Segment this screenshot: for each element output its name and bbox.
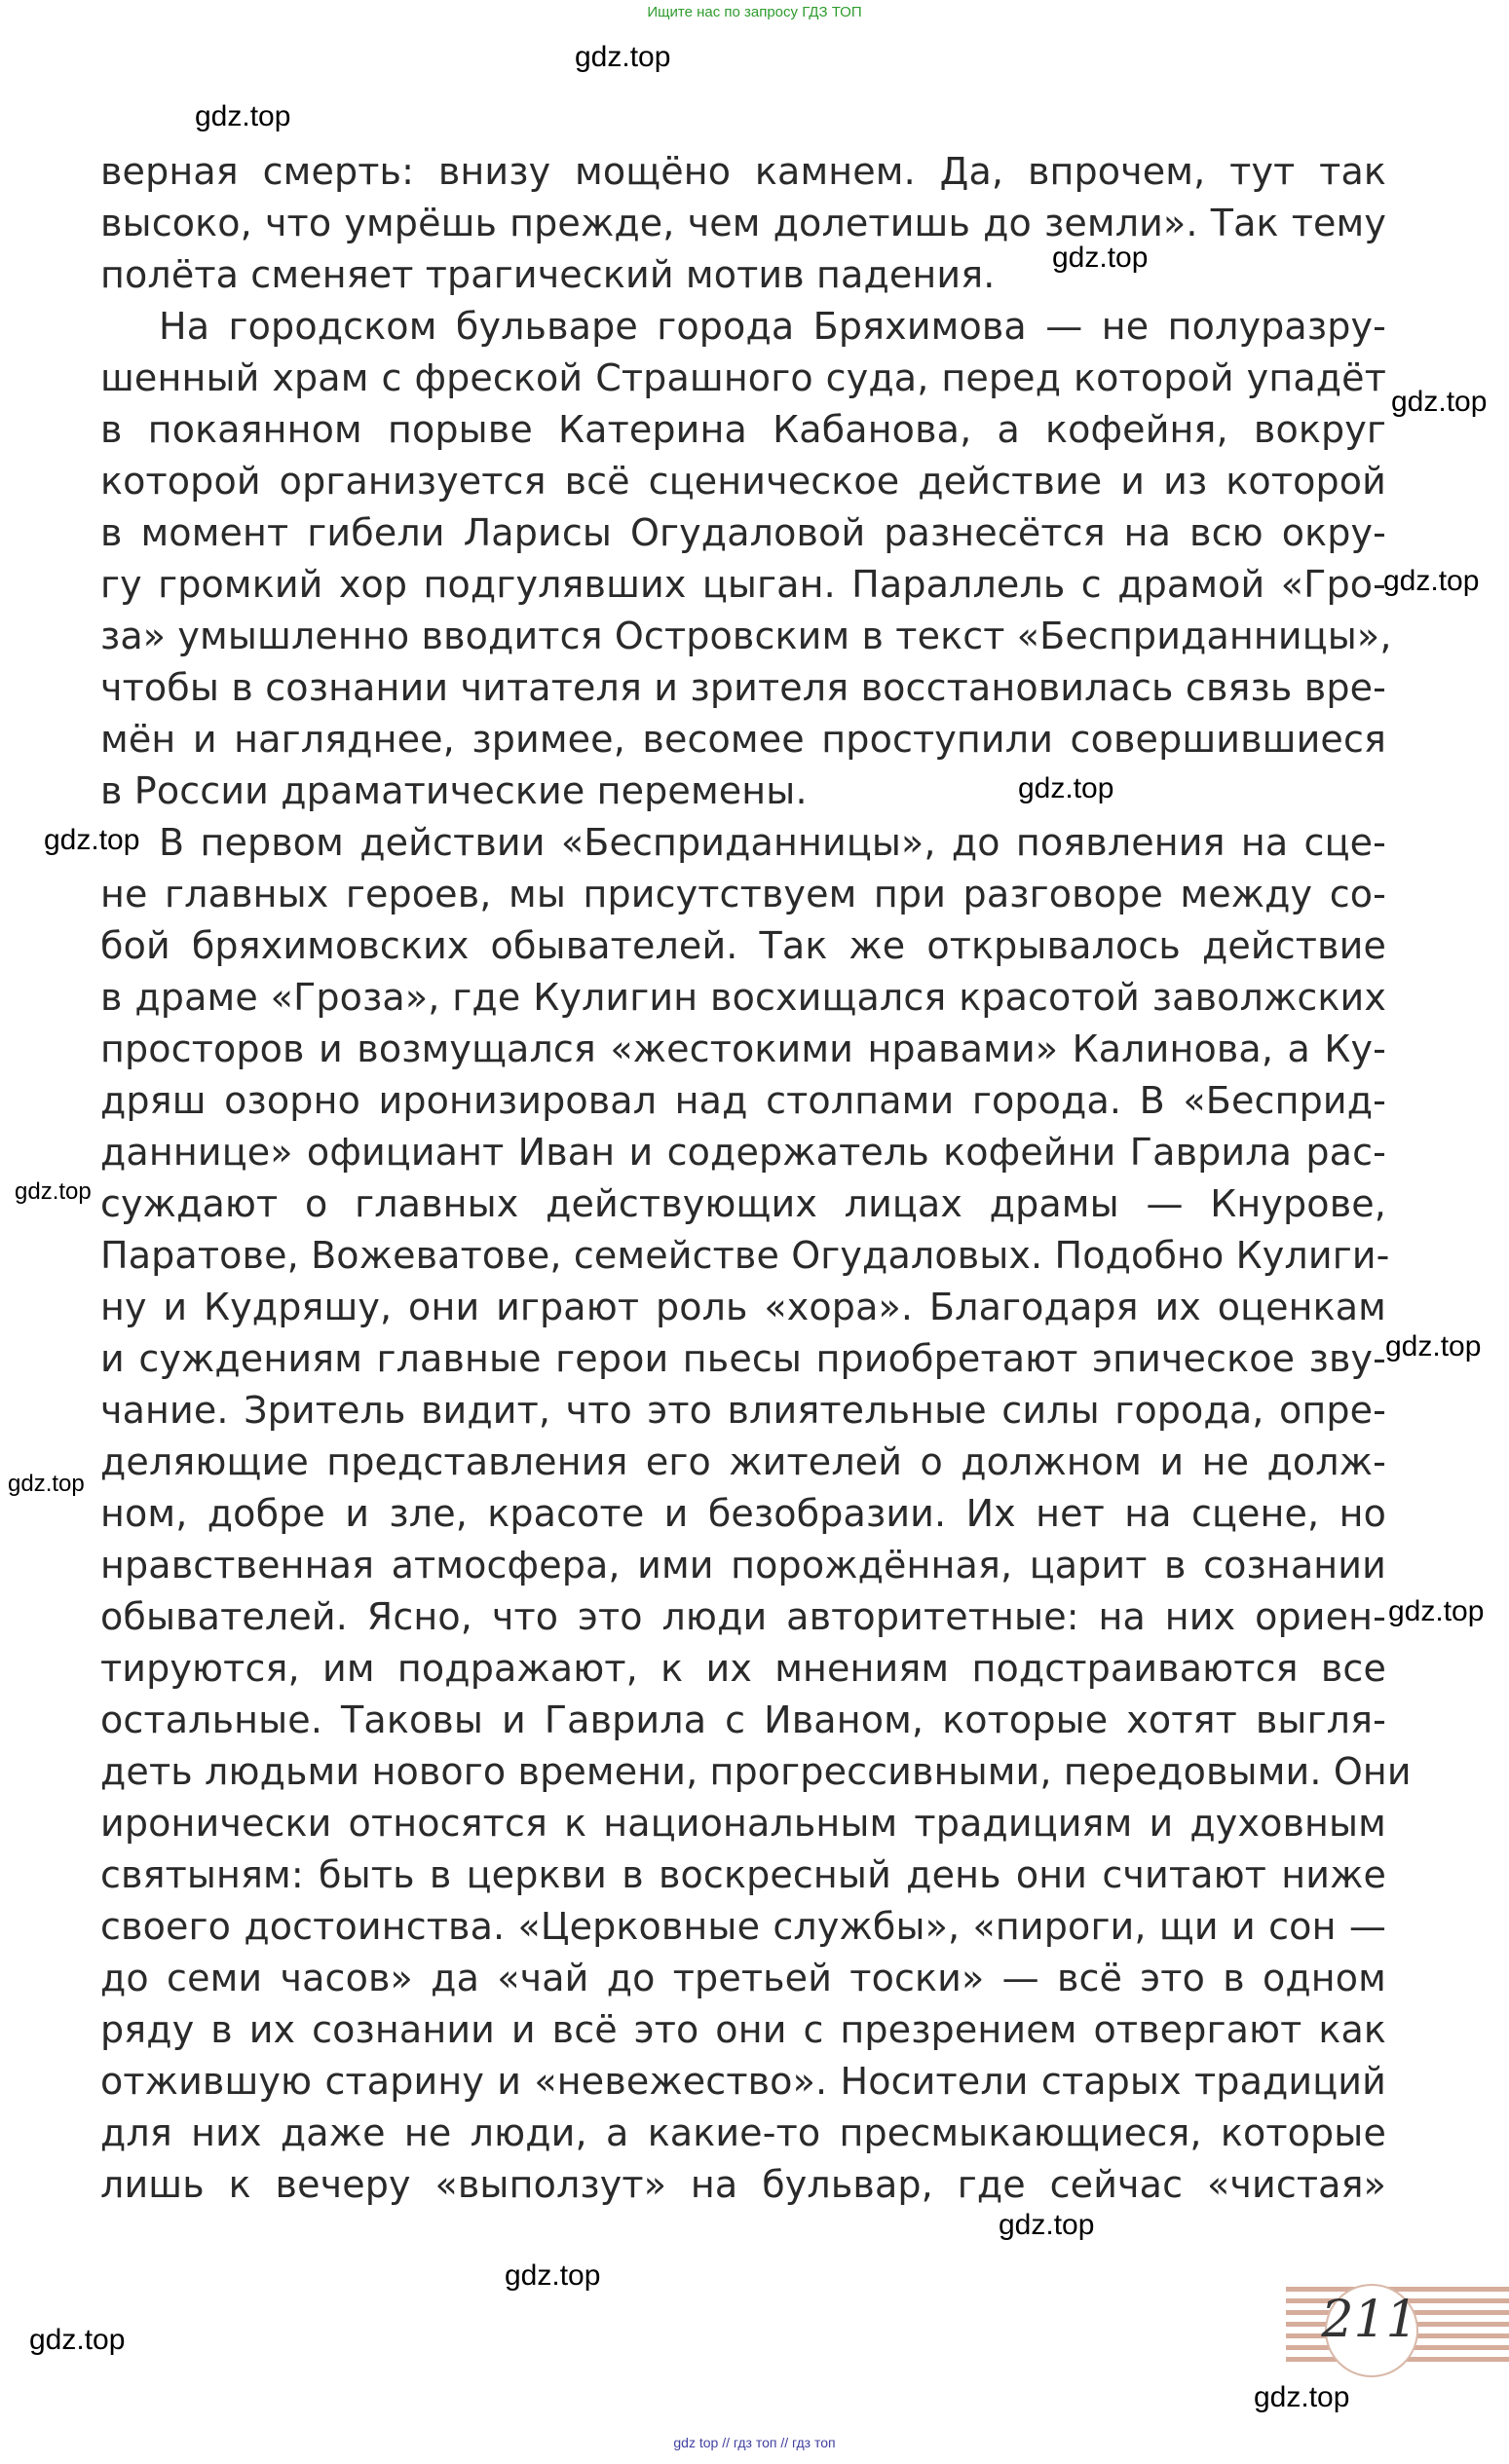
text-line: в покаянном порыве Катерина Кабанова, а кофейня, вокруг bbox=[100, 408, 1386, 451]
text-line: в момент гибели Ларисы Огудаловой разнесётся на всю окру- bbox=[100, 511, 1386, 554]
text-line: иронически относятся к национальным традициям и духовным bbox=[100, 1802, 1386, 1845]
bottom-banner: gdz top // гдз топ // гдз топ bbox=[673, 2435, 836, 2450]
text-line: верная смерть: внизу мощёно камнем. Да, впрочем, тут так bbox=[100, 150, 1386, 193]
text-line: и суждениям главные герои пьесы приобретают эпическое зву- bbox=[100, 1337, 1386, 1380]
text-line: тируются, им подражают, к их мнениям подстраиваются все bbox=[100, 1647, 1386, 1690]
watermark: gdz.top bbox=[575, 41, 671, 73]
text-line: в России драматические перемены. bbox=[100, 769, 808, 812]
watermark: gdz.top bbox=[505, 2259, 601, 2292]
text-line: обывателей. Ясно, что это люди авторитетные: на них ориен- bbox=[100, 1595, 1386, 1638]
text-line: чание. Зритель видит, что это влиятельные силы города, опре- bbox=[100, 1389, 1386, 1432]
watermark: gdz.top bbox=[1383, 565, 1480, 597]
text-line: святыням: быть в церкви в воскресный день они считают ниже bbox=[100, 1853, 1386, 1896]
text-line: ряду в их сознании и всё это они с презрением отвергают как bbox=[100, 2008, 1386, 2051]
text-line: Паратове, Вожеватове, семействе Огудаловых. Подобно Кулиги- bbox=[100, 1234, 1390, 1277]
watermark: gdz.top bbox=[999, 2209, 1095, 2241]
watermark: gdz.top bbox=[44, 824, 140, 856]
watermark: gdz.top bbox=[1388, 1595, 1485, 1627]
watermark: gdz.top bbox=[29, 2324, 126, 2356]
text-line: шенный храм с фреской Страшного суда, перед которой упадёт bbox=[100, 356, 1386, 399]
watermark: gdz.top bbox=[15, 1178, 92, 1205]
page-number: 211 bbox=[1321, 2291, 1418, 2349]
text-line: своего достоинства. «Церковные службы», «пироги, щи и сон — bbox=[100, 1905, 1386, 1948]
watermark: gdz.top bbox=[1052, 242, 1149, 274]
text-line: отжившую старину и «невежество». Носители старых традиций bbox=[100, 2060, 1386, 2103]
text-line: которой организуется всё сценическое действие и из которой bbox=[100, 460, 1386, 503]
watermark: gdz.top bbox=[1018, 772, 1114, 804]
body-text bbox=[100, 146, 1412, 2211]
text-line: На городском бульваре города Бряхимова — не полуразру- bbox=[159, 305, 1386, 348]
text-line: не главных героев, мы присутствуем при разговоре между со- bbox=[100, 873, 1386, 915]
text-line: гу громкий хор подгулявших цыган. Параллель с драмой «Гро- bbox=[100, 563, 1386, 606]
text-line: даннице» официант Иван и содержатель кофейни Гаврила рас- bbox=[100, 1131, 1386, 1174]
text-line: остальные. Таковы и Гаврила с Иваном, которые хотят выгля- bbox=[100, 1699, 1386, 1741]
text-line: дряш озорно иронизировал над столпами города. В «Бесприд- bbox=[100, 1079, 1386, 1122]
text-line: деть людьми нового времени, прогрессивными, передовыми. Они bbox=[100, 1750, 1412, 1793]
watermark: gdz.top bbox=[1385, 1330, 1482, 1363]
text-line: для них даже не люди, а какие-то пресмыкающиеся, которые bbox=[100, 2111, 1386, 2154]
text-line: полёта сменяет трагический мотив падения. bbox=[100, 253, 996, 296]
watermark: gdz.top bbox=[8, 1471, 85, 1497]
text-line: чтобы в сознании читателя и зрителя восстановилась связь вре- bbox=[100, 666, 1386, 709]
text-line: до семи часов» да «чай до третьей тоски» — всё это в одном bbox=[100, 1957, 1386, 1999]
text-line: В первом действии «Бесприданницы», до появления на сце- bbox=[159, 821, 1386, 864]
text-line: мён и нагляднее, зримее, весомее проступили совершившиеся bbox=[100, 718, 1386, 761]
text-line: просторов и возмущался «жестокими нравами» Калинова, а Ку- bbox=[100, 1027, 1386, 1070]
text-line: лишь к вечеру «выползут» на бульвар, где сейчас «чистая» bbox=[100, 2163, 1386, 2206]
watermark: gdz.top bbox=[1254, 2381, 1350, 2413]
text-line: суждают о главных действующих лицах драмы — Кнурове, bbox=[100, 1182, 1386, 1225]
top-banner: Ищите нас по запросу ГДЗ ТОП bbox=[647, 4, 862, 20]
text-line: ну и Кудряшу, они играют роль «хора». Благодаря их оценкам bbox=[100, 1286, 1386, 1328]
text-line: деляющие представления его жителей о должном и не долж- bbox=[100, 1440, 1386, 1483]
watermark: gdz.top bbox=[195, 100, 291, 132]
watermark: gdz.top bbox=[1391, 386, 1488, 418]
text-line: бой бряхимовских обывателей. Так же открывалось действие bbox=[100, 924, 1386, 967]
text-line: за» умышленно вводится Островским в текст «Бесприданницы», bbox=[100, 615, 1392, 657]
text-line: в драме «Гроза», где Кулигин восхищался красотой заволжских bbox=[100, 976, 1386, 1019]
text-line: ном, добре и зле, красоте и безобразии. Их нет на сцене, но bbox=[100, 1492, 1386, 1535]
text-line: нравственная атмосфера, ими порождённая, царит в сознании bbox=[100, 1544, 1386, 1587]
text-line: высоко, что умрёшь прежде, чем долетишь до земли». Так тему bbox=[100, 202, 1386, 244]
